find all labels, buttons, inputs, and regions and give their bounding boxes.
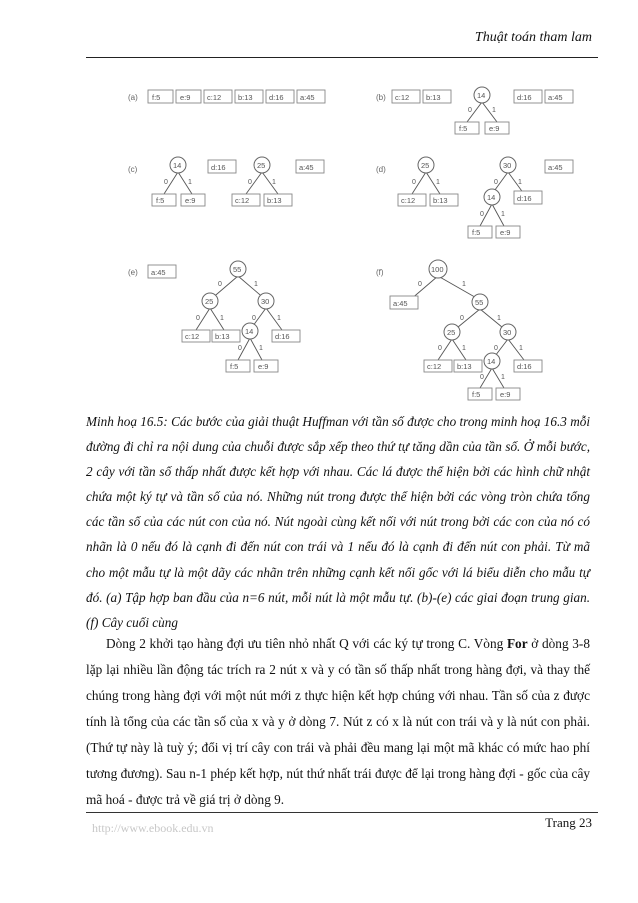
edge-label-1: 1 [492,107,496,114]
edge-label-0: 0 [412,179,416,186]
panel-c [152,157,324,206]
edge-label-0: 0 [494,179,498,186]
body-text-2: ở dòng 3-8 lặp lại nhiều lần động tác trích ra 2 nút x và y có tần số thấp nhất trong hàng đợi, và thay thế chúng trong hàng đợi với một nút mới z thực hiện kết hợp chúng với nhau. Tần số của z được tính là tổng của các tần số của x và y ở dòng 7. Nút z có x là nút con trái và y là nút con phải. (Thứ tự này là tuỳ ý; đổi vị trí cây con trái và phải đều mang lại một mã khác có mức hao phí tương đương). Sau n-1 phép kết hợp, nút thứ nhất trái được để lại trong hàng đợi - gốc của cây mã hoá - được trả về giá trị ở dòng 9. [86,636,591,807]
leaf-f: f:5 [230,362,239,371]
leaf-c: c:12 [185,332,200,341]
node-30: 30 [503,161,512,170]
panel-label-f: (f) [376,268,384,277]
huffman-figure [100,72,580,410]
leaf-f: f:5 [472,390,481,399]
panel-d [398,157,573,238]
leaf-b: b:13 [426,93,441,102]
leaf-e: e:9 [500,228,511,237]
edge-label-1: 1 [497,315,501,322]
leaf-d: d:16 [517,362,532,371]
footer-url: http://www.ebook.edu.vn [92,821,214,835]
node-25: 25 [257,161,266,170]
figure-caption [86,409,590,635]
leaf-a: a:45 [393,299,408,308]
leaf-b: b:13 [267,196,282,205]
leaf-c: c:12 [395,93,410,102]
edge-label-0: 0 [218,281,222,288]
edge-label-1: 1 [254,281,258,288]
edge-label-0: 0 [468,107,472,114]
leaf-c: c:12 [427,362,442,371]
leaf-b: b:13 [457,362,472,371]
leaf-f: f:5 [156,196,165,205]
edge-label-0: 0 [438,345,442,352]
leaf-f: f:5 [459,124,468,133]
edge-label-0: 0 [248,179,252,186]
leaf-a: a:45 [299,163,314,172]
node-100: 100 [431,265,444,274]
leaf-c: c:12 [235,196,250,205]
leaf-c: c:12 [401,196,416,205]
edge-label-1: 1 [220,315,224,322]
leaf-c: c:12 [207,93,222,102]
edge-label-1: 1 [518,179,522,186]
edge-label-0: 0 [460,315,464,322]
panel-label-e: (e) [128,268,138,277]
leaf-f: f:5 [472,228,481,237]
leaf-e: e:9 [258,362,269,371]
edge-label-1: 1 [462,281,466,288]
page-number: Trang 23 [545,815,592,830]
leaf-d: d:16 [269,93,284,102]
panel-label-b: (b) [376,93,386,102]
leaf-f: f:5 [152,93,161,102]
leaf-a: a:45 [548,93,563,102]
edge-label-1: 1 [462,345,466,352]
edge-label-1: 1 [436,179,440,186]
leaf-a: a:45 [151,268,166,277]
leaf-d: d:16 [517,194,532,203]
node-30: 30 [503,328,512,337]
edge-label-1: 1 [259,345,263,352]
huffman-diagram [100,72,580,410]
edge-label-1: 1 [501,374,505,381]
caption-text: : Các bước của giải thuật Huffman với tần số được cho trong minh hoạ 16.3 mỗi đường đi chỉ ra nội dung của chuỗi được sắp xếp theo thứ tự tăng dần của tần số. Ở mỗi bước, 2 cây với tần số thấp nhất được kết hợp với nhau. Các lá được thể hiện bởi các hình chữ nhật chứa một ký tự và tần số của nó. Những nút trong được thể hiện bởi các vòng tròn chứa tổng các tần số của các nút con của nó. Nút ngoài cùng kết nối với nút trong bởi các con của nó có nhãn là 0 nếu đó là cạnh đi đến nút con trái và 1 nếu đó là cạnh đi đến nút con phải. Từ mã cho một mẫu tự là một dãy các nhãn trên những cạnh kết nối gốc với lá biểu diễn cho mẫu tự đó. (a) Tập hợp ban đầu của n=6 nút, mỗi nút là một mẫu tự. (b)-(e) các giai đoạn trung gian. (f) Cây cuối cùng [86,414,590,630]
edge-label-1: 1 [501,211,505,218]
body-paragraph [86,631,590,813]
node-14: 14 [477,91,486,100]
leaf-e: e:9 [489,124,500,133]
edge-label-0: 0 [252,315,256,322]
node-14: 14 [487,193,496,202]
node-55: 55 [233,265,242,274]
edge-label-0: 0 [196,315,200,322]
leaf-d: d:16 [517,93,532,102]
leaf-a: a:45 [548,163,563,172]
panel-b [392,87,573,134]
node-25: 25 [421,161,430,170]
edge-label-0: 0 [480,374,484,381]
node-30: 30 [261,297,270,306]
edge-label-1: 1 [519,345,523,352]
running-header: Thuật toán tham lam [474,30,592,45]
edge-label-0: 0 [164,179,168,186]
header-rule [86,57,598,58]
node-25: 25 [447,328,456,337]
leaf-d: d:16 [211,163,226,172]
edge-label-1: 1 [277,315,281,322]
footer-rule [86,812,598,813]
body-text-1: Dòng 2 khởi tạo hàng đợi ưu tiên nhỏ nhất Q với các ký tự trong C. Vòng [106,636,507,651]
edge-label-1: 1 [272,179,276,186]
panel-a [148,90,325,103]
node-14: 14 [487,357,496,366]
panel-f [390,260,542,400]
edge-label-0: 0 [480,211,484,218]
panel-label-c: (c) [128,165,138,174]
node-55: 55 [475,298,484,307]
node-14: 14 [173,161,182,170]
panel-label-a: (a) [128,93,138,102]
body-keyword-for: For [506,636,528,651]
panel-label-d: (d) [376,165,386,174]
edge-label-0: 0 [238,345,242,352]
node-14: 14 [245,327,254,336]
edge-label-0: 0 [494,345,498,352]
caption-label: Minh hoạ 16.5 [86,414,164,429]
leaf-b: b:13 [238,93,253,102]
panel-e [148,261,300,372]
leaf-b: b:13 [215,332,230,341]
leaf-a: a:45 [300,93,315,102]
leaf-d: d:16 [275,332,290,341]
node-25: 25 [205,297,214,306]
leaf-b: b:13 [433,196,448,205]
leaf-e: e:9 [180,93,191,102]
leaf-e: e:9 [185,196,196,205]
leaf-e: e:9 [500,390,511,399]
edge-label-0: 0 [418,281,422,288]
edge-label-1: 1 [188,179,192,186]
